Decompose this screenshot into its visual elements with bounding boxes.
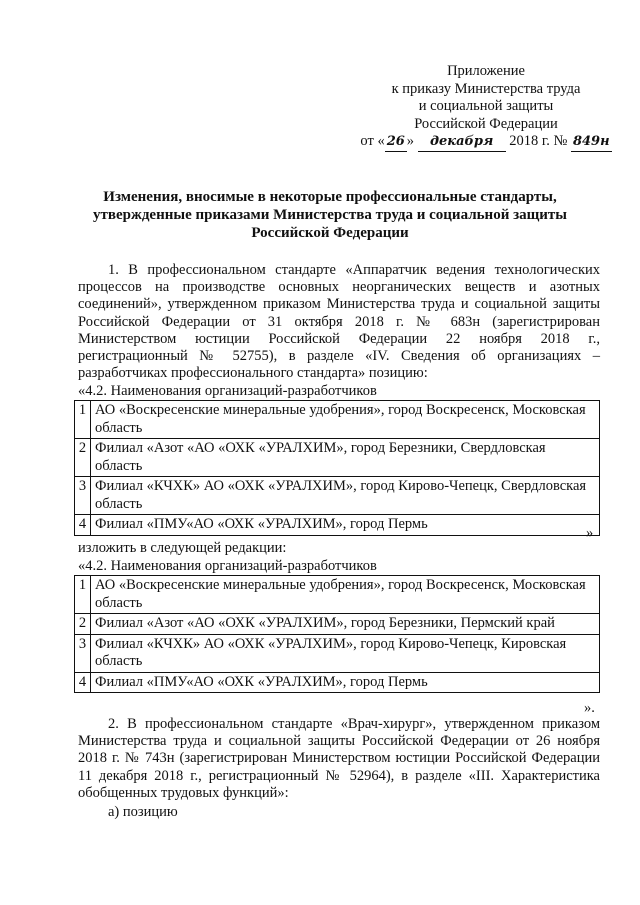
table1-caption: «4.2. Наименования организаций-разработчиков [78, 383, 377, 399]
table1-organization-name: Филиал «КЧХК» АО «ОХК «УРАЛХИМ», город Кирово-Чепецк, Свердловская область [91, 477, 600, 515]
table2-row-number: 3 [75, 634, 91, 672]
table1-row [75, 401, 600, 439]
developers-table-new [74, 575, 600, 693]
table1-row-number: 4 [75, 515, 91, 536]
table1-row [75, 439, 600, 477]
item-a: а) позицию [108, 804, 178, 820]
table1-organization-name: Филиал «ПМУ«АО «ОХК «УРАЛХИМ», город Пермь [91, 515, 600, 536]
handwritten-day: 26 [385, 133, 407, 152]
paragraph-1: 1. В профессиональном стандарте «Аппаратчик ведения технологических процессов на производстве основных неорганических веществ и азотных соединений», утвержденном приказом Министерства труда и социальной защиты Российской Федерации от 31 октября 2018 г. № 683н (зарегистрирован Министерством юстиции Российской Федерации 22 ноября 2018 г., регистрационный № 52755), в разделе «IV. Сведения об организациях – разработчиках профессионального стандарта» позицию: [78, 262, 600, 382]
table2-row [75, 672, 600, 693]
table1-row-number: 1 [75, 401, 91, 439]
table1-row-number: 2 [75, 439, 91, 477]
paragraph-2: 2. В профессиональном стандарте «Врач-хирург», утвержденном приказом Министерства труда и социальной защиты Российской Федерации от 26 ноября 2018 г. № 743н (зарегистрирован Министерством юстиции Российской Федерации 11 декабря 2018 г., регистрационный № 52964), в разделе «III. Характеристика обобщенных трудовых функций»: [78, 716, 600, 801]
table2-organization-name: Филиал «КЧХК» АО «ОХК «УРАЛХИМ», город Кирово-Чепецк, Кировская область [91, 634, 600, 672]
table2-organization-name: Филиал «ПМУ«АО «ОХК «УРАЛХИМ», город Пермь [91, 672, 600, 693]
country-line: Российской Федерации [414, 115, 558, 132]
replace-instruction: изложить в следующей редакции: [78, 540, 287, 556]
table2-row-number: 2 [75, 614, 91, 635]
ministry-line: и социальной защиты [418, 98, 554, 114]
handwritten-month: декабря [418, 133, 506, 152]
table2-row-number: 1 [75, 576, 91, 614]
table1-closing-quote: » [586, 525, 594, 541]
developers-table-old [74, 400, 600, 536]
order-ref-line: к приказу Министерства труда [391, 80, 581, 97]
table2-caption: «4.2. Наименования организаций-разработчиков [78, 558, 377, 574]
table2-organization-name: Филиал «Азот «АО «ОХК «УРАЛХИМ», город Березники, Пермский край [91, 614, 600, 635]
order-date-number: от « 26 » декабря 2018 г. № 849н [352, 133, 620, 152]
table1-organization-name: АО «Воскресенские минеральные удобрения», город Воскресенск, Московская область [91, 401, 600, 439]
appendix-label: Приложение [447, 63, 525, 79]
table2-closing-quote: ». [584, 700, 595, 716]
table2-row [75, 576, 600, 614]
document-title: Изменения, вносимые в некоторые профессиональные стандарты, утвержденные приказами Министерства труда и социальной защиты Российской Федерации [92, 189, 568, 241]
appendix-header [352, 63, 620, 152]
table1-row [75, 477, 600, 515]
table1-organization-name: Филиал «Азот «АО «ОХК «УРАЛХИМ», город Березники, Свердловская область [91, 439, 600, 477]
table1-row [75, 515, 600, 536]
table2-organization-name: АО «Воскресенские минеральные удобрения», город Воскресенск, Московская область [91, 576, 600, 614]
handwritten-order-number: 849н [571, 133, 612, 152]
table2-row [75, 614, 600, 635]
table2-row [75, 634, 600, 672]
table1-row-number: 3 [75, 477, 91, 515]
table2-row-number: 4 [75, 672, 91, 693]
